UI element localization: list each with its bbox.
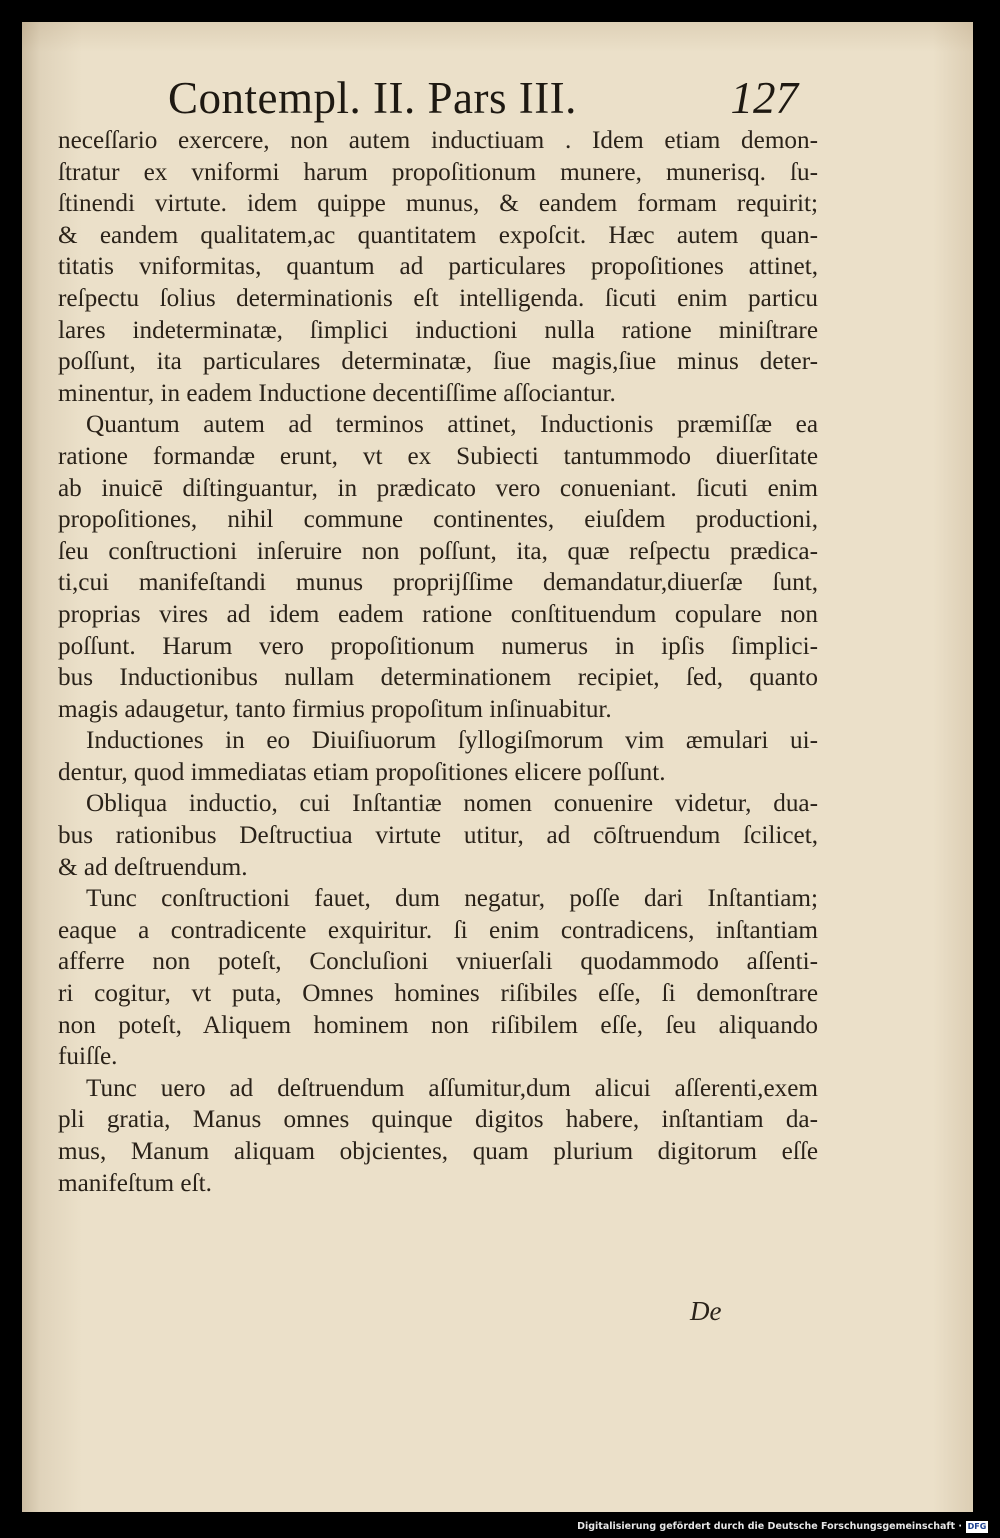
text-line: bus Inductionibus nullam determinationem recipiet, ſed, quanto xyxy=(58,664,818,692)
page-number: 127 xyxy=(730,73,798,123)
text-line: ſeu conſtructioni inſeruire non poſſunt, ita, quæ reſpectu prædica- xyxy=(58,537,818,565)
text-line: magis adaugetur, tanto firmius propoſitum inſinuabitur. xyxy=(58,695,612,723)
footer-credit: Digitalisierung gefördert durch die Deutsche Forschungsgemeinschaft · xyxy=(577,1521,962,1532)
text-line: neceſſario exercere, non autem inductiuam . Idem etiam demon- xyxy=(58,127,818,154)
text-line: Tunc conſtructioni fauet, dum negatur, poſſe dari Inſtantiam; xyxy=(86,885,818,913)
text-line: dentur, quod immediatas etiam propoſitiones elicere poſſunt. xyxy=(58,758,666,786)
text-line: manifeſtum eſt. xyxy=(58,1169,212,1197)
text-line: poſſunt, ita particulares determinatæ, ſiue magis,ſiue minus deter- xyxy=(58,348,818,376)
text-line: Tunc uero ad deſtruendum aſſumitur,dum alicui aſſerenti,exem xyxy=(86,1074,818,1102)
running-title: Contempl. II. Pars III. xyxy=(168,73,577,123)
text-line: pli gratia, Manus omnes quinque digitos habere, inſtantiam da- xyxy=(58,1106,818,1134)
text-line: non poteſt, Aliquem hominem non riſibilem eſſe, ſeu aliquando xyxy=(58,1011,818,1039)
text-line: ſtinendi virtute. idem quippe munus, & eandem formam requirit; xyxy=(58,190,818,218)
text-line: Inductiones in eo Diuiſiuorum ſyllogiſmorum vim æmulari ui- xyxy=(86,727,818,755)
body-text xyxy=(58,125,818,1199)
text-line: fuiſſe. xyxy=(58,1043,118,1071)
text-line: titatis vniformitas, quantum ad particulares propoſitiones attinet, xyxy=(58,253,818,281)
text-line: & eandem qualitatem,ac quantitatem expoſcit. Hæc autem quan- xyxy=(58,221,818,249)
text-line: ab inuicē diſtinguantur, in prædicato vero conueniant. ſicuti enim xyxy=(58,474,818,502)
catchword: De xyxy=(690,1296,722,1326)
text-line: Obliqua inductio, cui Inſtantiæ nomen conuenire videtur, dua- xyxy=(86,790,818,818)
text-line: lares indeterminatæ, ſimplici inductioni nulla ratione miniſtrare xyxy=(58,316,818,344)
text-line: proprias vires ad idem eadem ratione conſtituendum copulare non xyxy=(58,600,818,628)
text-line: bus rationibus Deſtructiua virtute utitur, ad cōſtruendum ſcilicet, xyxy=(58,822,818,850)
text-line: reſpectu ſolius determinationis eſt intelligenda. ſicuti enim particu xyxy=(58,284,818,312)
text-line: poſſunt. Harum vero propoſitionum numerus in ipſis ſimplici- xyxy=(58,632,818,660)
footer-bar xyxy=(0,1519,1000,1538)
text-line: & ad deſtruendum. xyxy=(58,853,248,881)
text-line: minentur, in eadem Inductione decentiſſime aſſociantur. xyxy=(58,379,616,407)
text-line: ri cogitur, vt puta, Omnes homines riſibiles eſſe, ſi demonſtrare xyxy=(58,980,818,1008)
text-line: propoſitiones, nihil commune continentes, eiuſdem productioni, xyxy=(58,506,818,534)
text-line: Quantum autem ad terminos attinet, Inductionis præmiſſæ ea xyxy=(86,411,818,439)
text-line: mus, Manum aliquam objcientes, quam plurium digitorum eſſe xyxy=(58,1138,818,1165)
dfg-logo-icon: DFG xyxy=(967,1522,987,1531)
text-line: afferre non poteſt, Concluſioni vniuerſali quodammodo aſſenti- xyxy=(58,948,818,976)
book-page xyxy=(22,22,973,1512)
text-line: eaque a contradicente exquiritur. ſi enim contradicens, inſtantiam xyxy=(58,916,818,944)
text-line: ſtratur ex vniformi harum propoſitionum munere, munerisq. ſu- xyxy=(58,158,818,186)
text-line: ratione formandæ erunt, vt ex Subiecti tantummodo diuerſitate xyxy=(58,442,818,470)
text-line: ti,cui manifeſtandi munus proprijſſime demandatur,diuerſæ ſunt, xyxy=(58,569,818,597)
